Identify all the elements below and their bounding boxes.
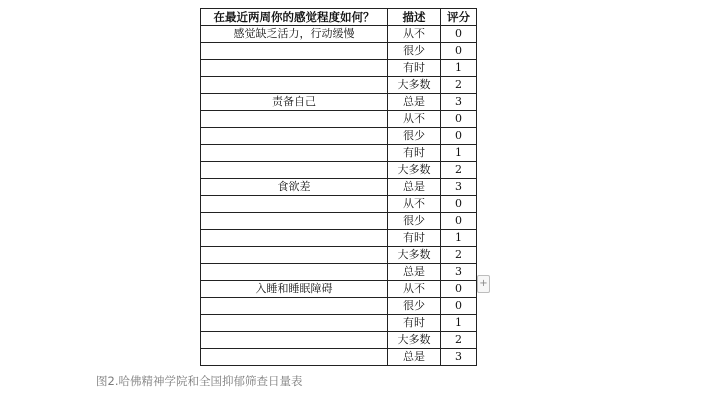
score-cell: 3 [441, 94, 477, 111]
score-cell: 0 [441, 213, 477, 230]
score-cell: 0 [441, 298, 477, 315]
score-cell: 1 [441, 315, 477, 332]
table-row [201, 230, 477, 247]
table-row [201, 264, 477, 281]
description-cell: 很少 [388, 213, 441, 230]
question-cell: 感觉缺乏活力，行动缓慢 [201, 26, 388, 43]
question-cell [201, 213, 388, 230]
plus-icon: + [479, 278, 488, 289]
score-cell: 2 [441, 247, 477, 264]
table-row [201, 179, 477, 196]
table-row [201, 247, 477, 264]
question-cell [201, 60, 388, 77]
table-row [201, 196, 477, 213]
description-cell: 总是 [388, 264, 441, 281]
score-cell: 3 [441, 264, 477, 281]
score-cell: 1 [441, 145, 477, 162]
score-cell: 3 [441, 179, 477, 196]
description-cell: 从不 [388, 26, 441, 43]
description-cell: 大多数 [388, 247, 441, 264]
table-row [201, 111, 477, 128]
table-row [201, 145, 477, 162]
description-cell: 有时 [388, 230, 441, 247]
question-cell [201, 315, 388, 332]
table-row [201, 162, 477, 179]
question-cell [201, 349, 388, 366]
table-header-row [201, 9, 477, 26]
table-row [201, 94, 477, 111]
table-body [201, 26, 477, 366]
table-row [201, 281, 477, 298]
depression-scale-table [200, 8, 477, 366]
score-cell: 2 [441, 162, 477, 179]
score-cell: 3 [441, 349, 477, 366]
score-cell: 0 [441, 43, 477, 60]
question-cell [201, 43, 388, 60]
question-cell [201, 196, 388, 213]
description-cell: 大多数 [388, 332, 441, 349]
table-row [201, 128, 477, 145]
score-cell: 1 [441, 230, 477, 247]
question-cell [201, 230, 388, 247]
description-cell: 总是 [388, 179, 441, 196]
table-row [201, 332, 477, 349]
header-question: 在最近两周你的感觉程度如何？ [201, 9, 388, 26]
score-cell: 2 [441, 77, 477, 94]
question-cell: 食欲差 [201, 179, 388, 196]
table-row [201, 349, 477, 366]
header-description: 描述 [388, 9, 441, 26]
table-row [201, 60, 477, 77]
description-cell: 大多数 [388, 162, 441, 179]
description-cell: 从不 [388, 111, 441, 128]
question-cell: 入睡和睡眠障碍 [201, 281, 388, 298]
question-cell [201, 298, 388, 315]
score-cell: 2 [441, 332, 477, 349]
question-cell: 责备自己 [201, 94, 388, 111]
header-score: 评分 [441, 9, 477, 26]
description-cell: 从不 [388, 196, 441, 213]
question-cell [201, 77, 388, 94]
description-cell: 总是 [388, 94, 441, 111]
figure-caption: 图2.哈佛精神学院和全国抑郁筛查日量表 [96, 374, 303, 388]
description-cell: 大多数 [388, 77, 441, 94]
table-row [201, 298, 477, 315]
question-cell [201, 128, 388, 145]
question-cell [201, 332, 388, 349]
question-cell [201, 247, 388, 264]
score-cell: 0 [441, 26, 477, 43]
description-cell: 有时 [388, 315, 441, 332]
description-cell: 很少 [388, 128, 441, 145]
table-row [201, 43, 477, 60]
question-cell [201, 264, 388, 281]
description-cell: 很少 [388, 43, 441, 60]
question-cell [201, 145, 388, 162]
description-cell: 从不 [388, 281, 441, 298]
question-cell [201, 162, 388, 179]
description-cell: 很少 [388, 298, 441, 315]
score-cell: 0 [441, 196, 477, 213]
table-row [201, 213, 477, 230]
expand-handle[interactable] [477, 275, 490, 293]
score-cell: 0 [441, 281, 477, 298]
description-cell: 总是 [388, 349, 441, 366]
score-cell: 1 [441, 60, 477, 77]
table-row [201, 315, 477, 332]
score-cell: 0 [441, 111, 477, 128]
description-cell: 有时 [388, 60, 441, 77]
table-row [201, 77, 477, 94]
score-cell: 0 [441, 128, 477, 145]
description-cell: 有时 [388, 145, 441, 162]
question-cell [201, 111, 388, 128]
table-row [201, 26, 477, 43]
